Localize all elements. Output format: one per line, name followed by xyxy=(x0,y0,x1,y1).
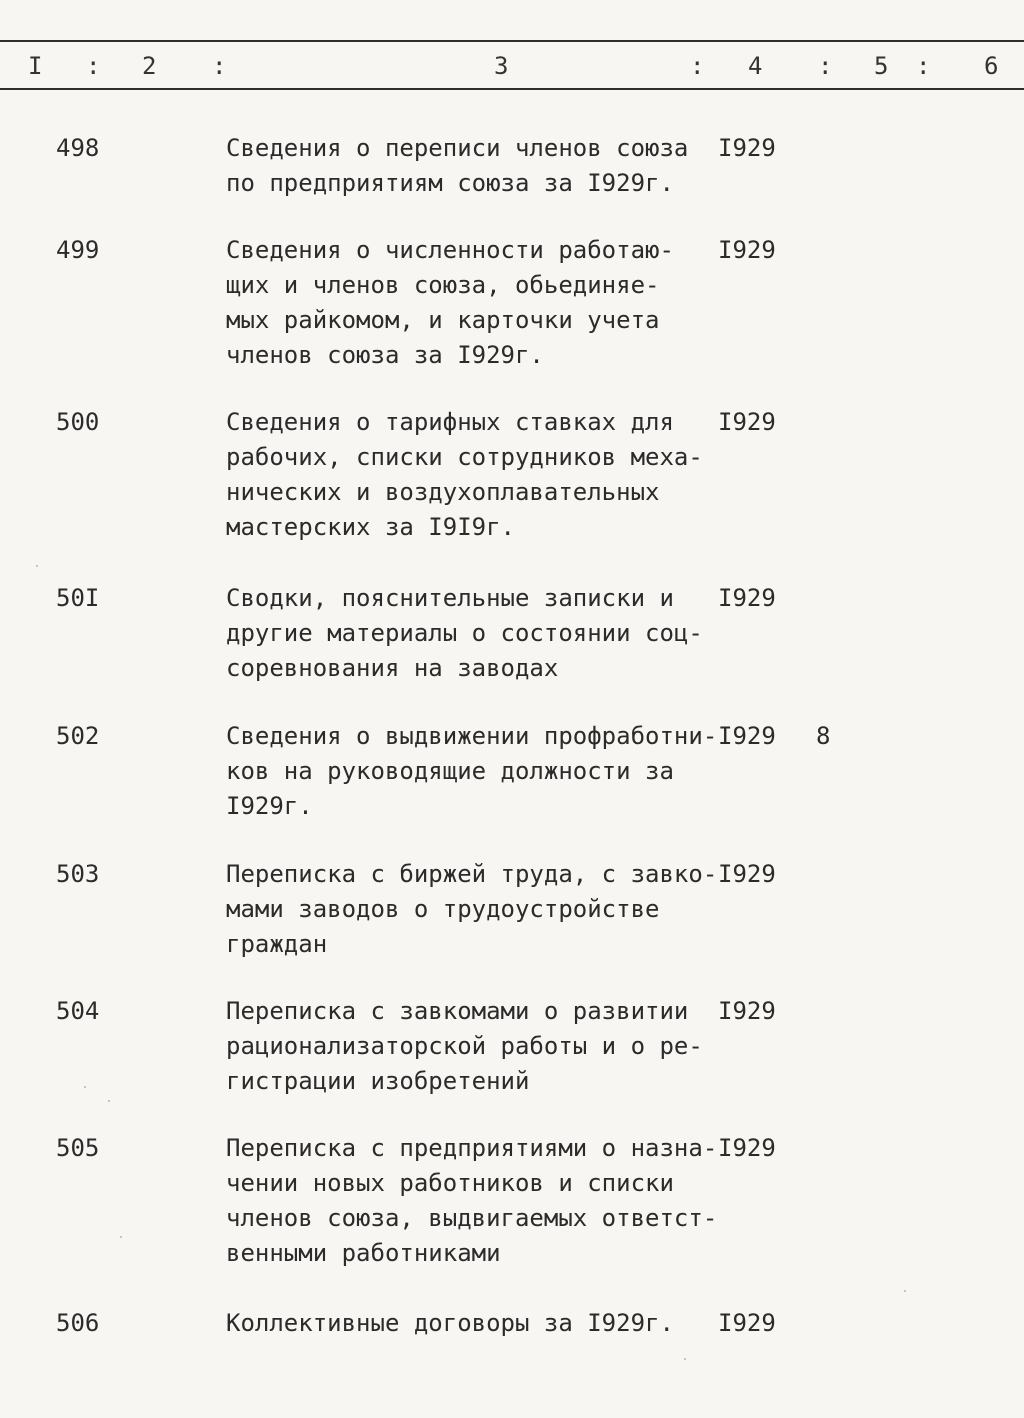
entry-year: I929 xyxy=(718,997,776,1025)
description-line: мых райкомом, и карточки учета xyxy=(226,306,660,334)
description-line: венными работниками xyxy=(226,1239,501,1267)
entry-description xyxy=(226,405,706,545)
entry-description xyxy=(226,131,706,201)
description-line: Сведения о выдвижении профработни- xyxy=(226,722,718,750)
description-line: I929г. xyxy=(226,792,313,820)
entry-description xyxy=(226,857,718,962)
description-line: соревнования на заводах xyxy=(226,654,559,682)
scan-speck xyxy=(36,565,38,567)
header-separator: : xyxy=(212,52,227,80)
description-line: другие материалы о состоянии соц- xyxy=(226,619,703,647)
entry-description xyxy=(226,581,706,686)
entry-number: 500 xyxy=(56,408,100,436)
header-separator: : xyxy=(818,52,833,80)
entry-description xyxy=(226,994,706,1099)
header-col-2: 2 xyxy=(142,52,157,80)
header-bottom-rule xyxy=(0,88,1024,90)
entry-number: 506 xyxy=(56,1309,100,1337)
description-line: щих и членов союза, обьединяе- xyxy=(226,271,660,299)
description-line: Переписка с завкомами о развитии xyxy=(226,997,689,1025)
header-col-5: 5 xyxy=(874,52,889,80)
entry-sheet-count: 8 xyxy=(816,722,831,750)
description-line: граждан xyxy=(226,930,328,958)
description-line: мами заводов о трудоустройстве xyxy=(226,895,660,923)
description-line: рабочих, списки сотрудников меха- xyxy=(226,443,703,471)
description-line: мастерских за I9I9г. xyxy=(226,513,515,541)
entry-year: I929 xyxy=(718,236,776,264)
description-line: по предприятиям союза за I929г. xyxy=(226,169,674,197)
entry-number: 502 xyxy=(56,722,100,750)
description-line: Сведения о тарифных ставках для xyxy=(226,408,674,436)
description-line: гистрации изобретений xyxy=(226,1067,530,1095)
entry-year: I929 xyxy=(718,134,776,162)
entry-number: 50I xyxy=(56,584,100,612)
entry-year: I929 xyxy=(718,584,776,612)
entry-year: I929 xyxy=(718,1134,776,1162)
scan-speck xyxy=(684,1358,686,1360)
description-line: Переписка с биржей труда, с завко- xyxy=(226,860,718,888)
header-separator: : xyxy=(916,52,931,80)
description-line: членов союза за I929г. xyxy=(226,341,544,369)
description-line: рационализаторской работы и о ре- xyxy=(226,1032,703,1060)
header-col-6: 6 xyxy=(984,52,999,80)
header-separator: : xyxy=(86,52,101,80)
scan-speck xyxy=(108,1100,110,1102)
description-line: Переписка с предприятиями о назна- xyxy=(226,1134,718,1162)
header-col-4: 4 xyxy=(748,52,763,80)
entry-year: I929 xyxy=(718,722,776,750)
description-line: Сводки, пояснительные записки и xyxy=(226,584,674,612)
description-line: Сведения о переписи членов союза xyxy=(226,134,689,162)
entry-description xyxy=(226,719,718,824)
header-top-rule xyxy=(0,40,1024,42)
entry-year: I929 xyxy=(718,860,776,888)
header-col-1: I xyxy=(28,52,43,80)
header-separator: : xyxy=(690,52,705,80)
description-line: членов союза, выдвигаемых ответст- xyxy=(226,1204,718,1232)
entry-number: 498 xyxy=(56,134,100,162)
entry-description xyxy=(226,233,706,373)
header-col-3: 3 xyxy=(494,52,509,80)
description-line: Коллективные договоры за I929г. xyxy=(226,1309,674,1337)
description-line: нических и воздухоплавательных xyxy=(226,478,660,506)
entry-year: I929 xyxy=(718,1309,776,1337)
scan-speck xyxy=(904,1290,906,1292)
entry-description xyxy=(226,1306,706,1341)
entry-number: 503 xyxy=(56,860,100,888)
entry-year: I929 xyxy=(718,408,776,436)
scan-speck xyxy=(84,1086,86,1088)
description-line: ков на руководящие должности за xyxy=(226,757,674,785)
entry-number: 504 xyxy=(56,997,100,1025)
description-line: чении новых работников и списки xyxy=(226,1169,674,1197)
entry-number: 499 xyxy=(56,236,100,264)
scan-speck xyxy=(120,1236,122,1238)
description-line: Сведения о численности работаю- xyxy=(226,236,674,264)
entry-description xyxy=(226,1131,718,1271)
entry-number: 505 xyxy=(56,1134,100,1162)
